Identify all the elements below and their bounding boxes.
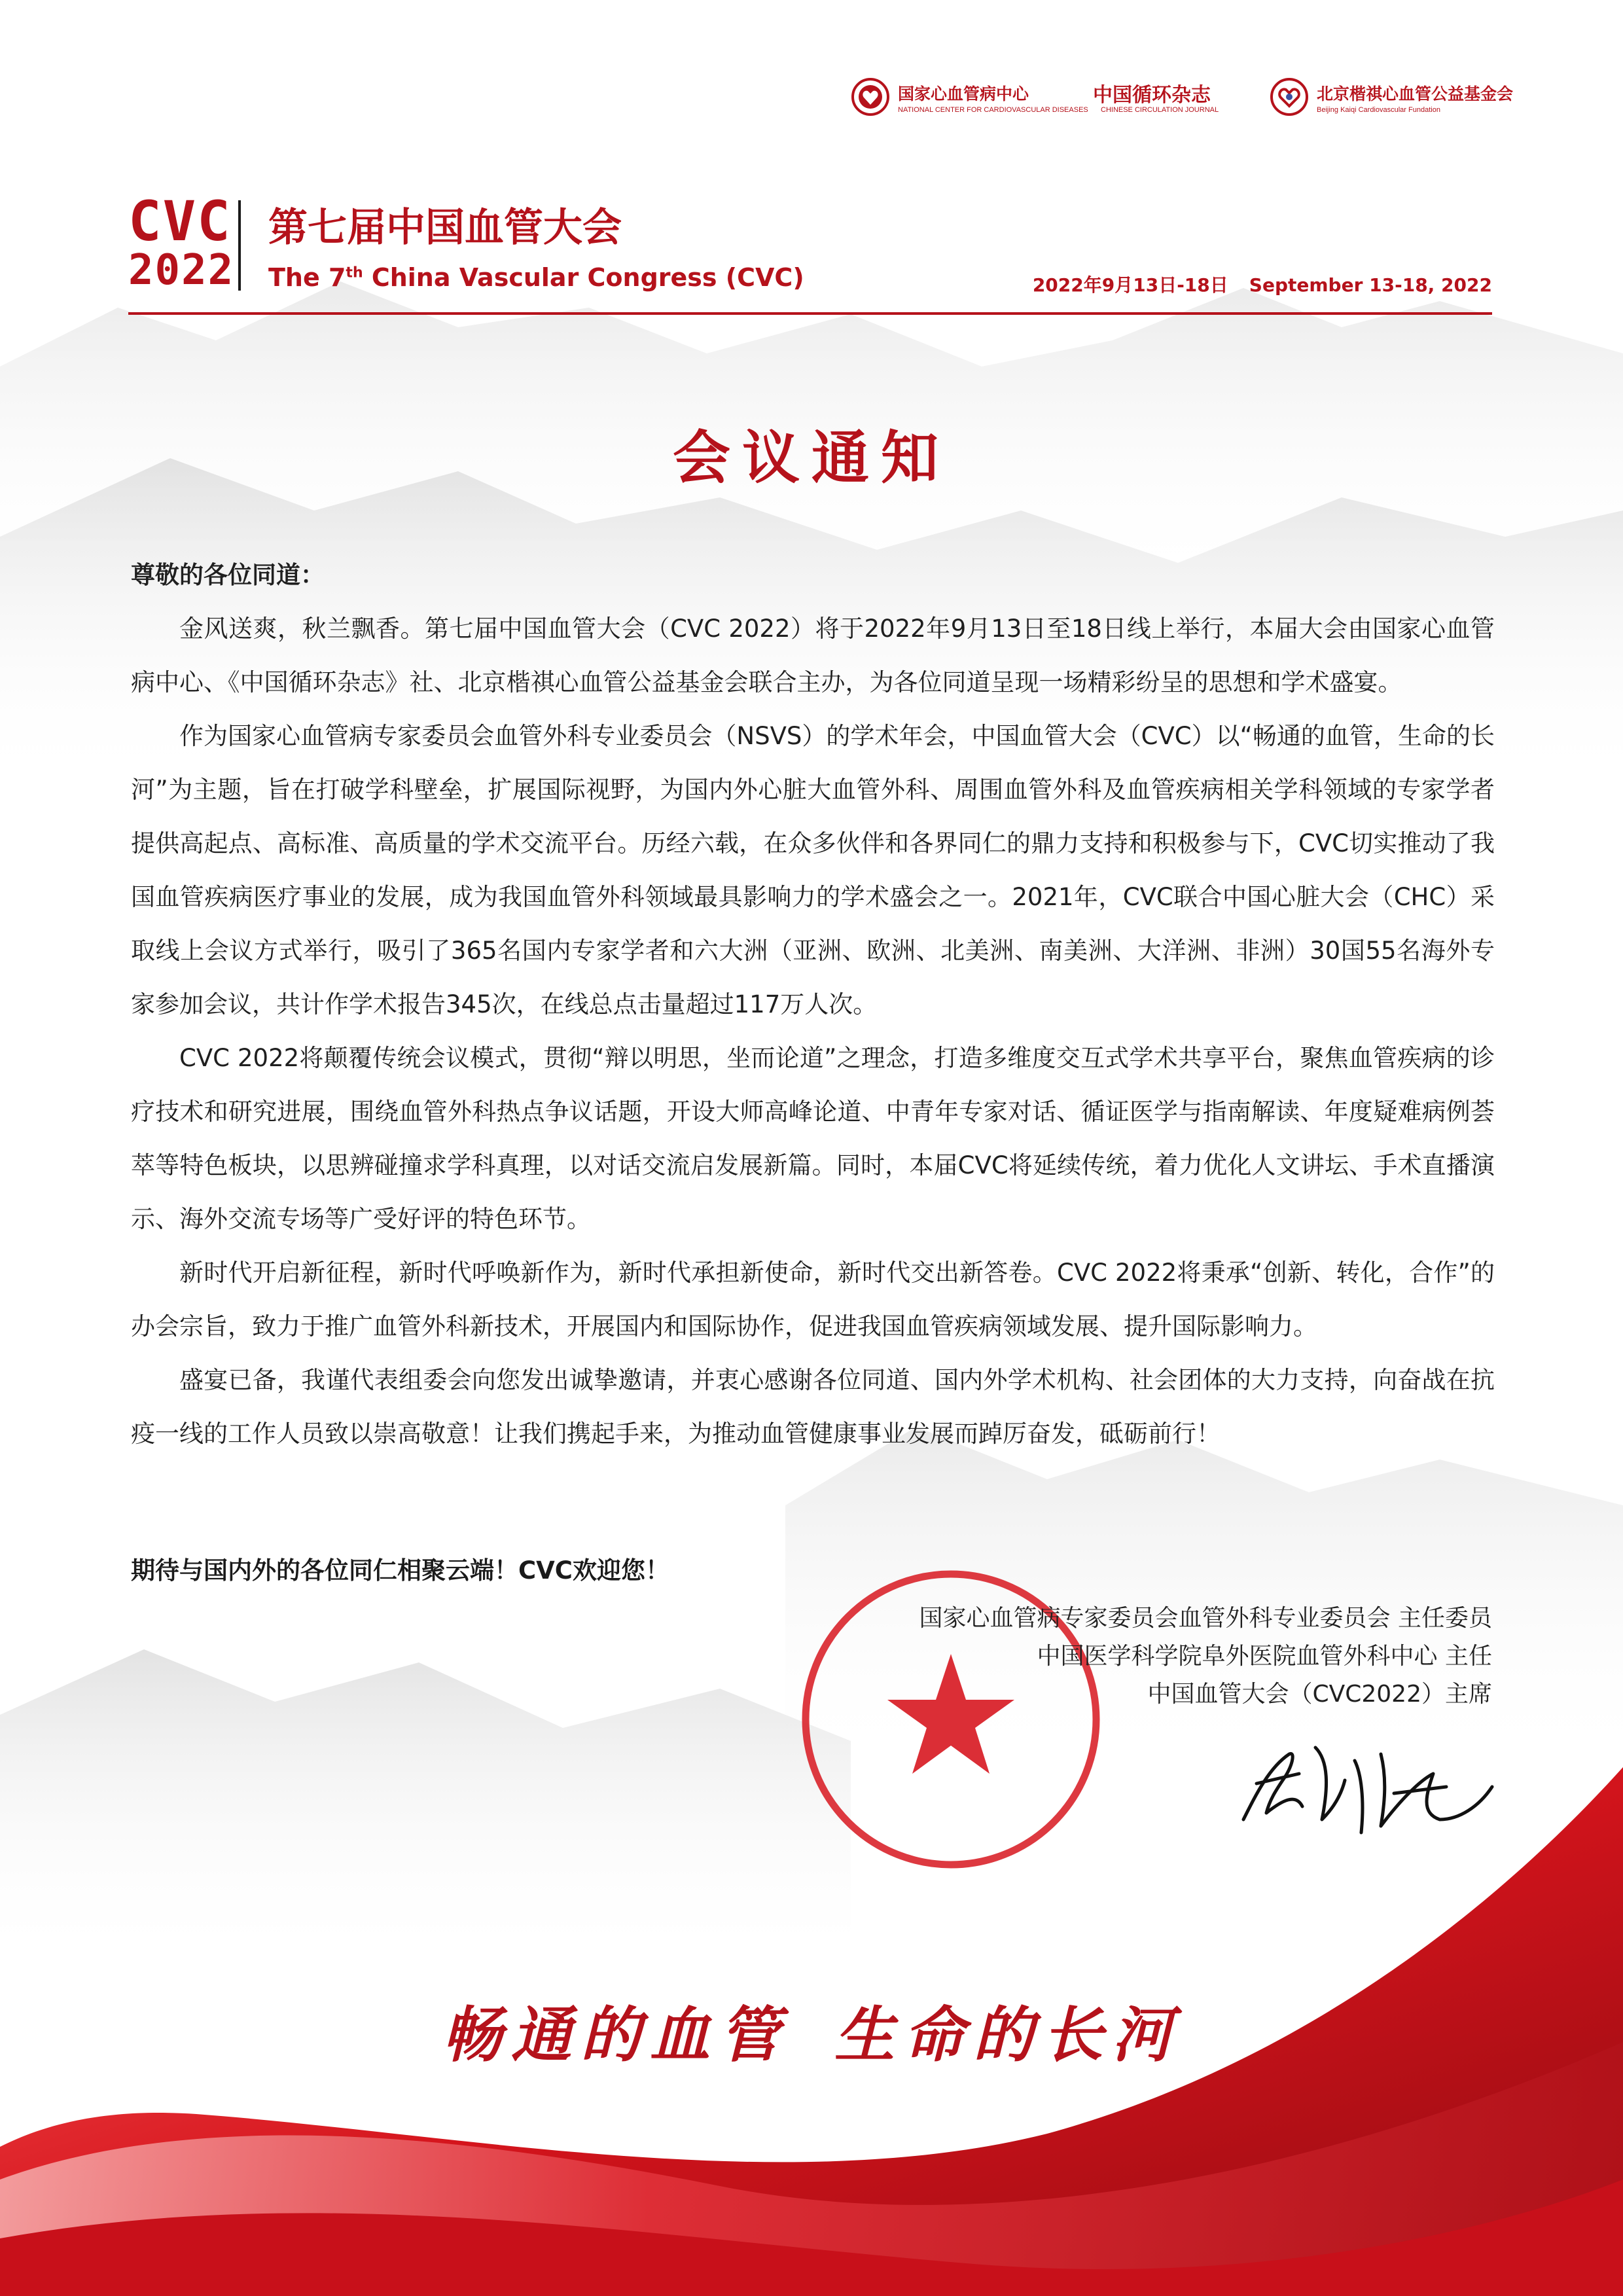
slogan: [0, 1987, 1623, 2073]
signatory-title-1: 国家心血管病专家委员会血管外科专业委员会 主任委员: [919, 1605, 1492, 1632]
partner-logo-foundation: [1270, 73, 1551, 126]
heart-ring-icon: [1270, 77, 1309, 117]
notice-title: 会议通知: [672, 424, 950, 492]
paragraph: 作为国家心血管病专家委员会血管外科专业委员会（NSVS）的学术年会，中国血管大会（CVC）以“畅通的血管，生命的长河”为主题，旨在打破学科壁垒，扩展国际视野，为国内外心脏大血管外科、周围血管外科及血管疾病相关学科领域的专家学者提供高起点、高标准、高质量的学术交流平台。历经六载，在众多伙伴和各界同仁的鼎力支持和积极参与下，CVC切实推动了我国血管疾病医疗事业的发展，成为我国血管外科领域最具影响力的学术盛会之一。2021年，CVC联合中国心脏大会（CHC）采取线上会议方式举行，吸引了365名国内专家学者和六大洲（亚洲、欧洲、北美洲、南美洲、大洋洲、非洲）30国55名海外专家参加会议，共计作学术报告345次，在线总点击量超过117万人次。: [131, 722, 1495, 1018]
date-en: September 13-18, 2022: [1249, 274, 1492, 296]
salutation: 尊敬的各位同道：: [131, 561, 325, 589]
slogan-part-2: 生命的长河: [834, 2000, 1182, 2070]
closing-line: 期待与国内外的各位同仁相聚云端！CVC欢迎您！: [131, 1556, 669, 1585]
signatory-title-3: 中国血管大会（CVC2022）主席: [1147, 1681, 1492, 1708]
partner-name: 北京楷祺心血管公益基金会: [1317, 84, 1514, 103]
header-rule: [128, 312, 1492, 315]
paragraph: CVC 2022将颠覆传统会议模式，贯彻“辩以明思，坐而论道”之理念，打造多维度交互式学术共享平台，聚焦血管疾病的诊疗技术和研究进展，围绕血管外科热点争议话题，开设大师高峰论道、中青年专家对话、循证医学与指南解读、年度疑难病例荟萃等特色板块，以思辨碰撞求学科真理，以对话交流启发展新篇。同时，本届CVC将延续传统，着力优化人文讲坛、手术直播演示、海外交流专场等广受好评的特色环节。: [131, 1044, 1495, 1233]
partner-subtitle: CHINESE CIRCULATION JOURNAL: [1101, 106, 1219, 114]
letter-body: [131, 548, 1495, 1461]
congress-title-cn: 第七届中国血管大会: [268, 205, 622, 251]
partner-name: 国家心血管病中心: [898, 84, 1029, 103]
partner-subtitle: Beijing Kaiqi Cardiovascular Fundation: [1317, 106, 1440, 114]
mountain-range-bottom: [0, 1649, 851, 1964]
partner-name: 中国循环杂志: [1093, 84, 1211, 107]
date-cn: 2022年9月13日-18日: [1032, 274, 1228, 296]
partner-logos: [851, 73, 1544, 126]
paragraph: 盛宴已备，我谨代表组委会向您发出诚挚邀请，并衷心感谢各位同道、国内外学术机构、社会团体的大力支持，向奋战在抗疫一线的工作人员致以崇高敬意！让我们携起手来，为推动血管健康事业发展而踔厉奋发，砥砺前行！: [131, 1366, 1495, 1448]
slogan-part-1: 畅通的血管: [441, 2000, 789, 2070]
partner-logo-ncc: [851, 73, 1088, 126]
handwritten-signature: [1230, 1721, 1505, 1852]
paragraph: 金风送爽，秋兰飘香。第七届中国血管大会（CVC 2022）将于2022年9月13日至18日线上举行，本届大会由国家心血管病中心、《中国循环杂志》社、北京楷祺心血管公益基金会联合主办，为各位同道呈现一场精彩纷呈的思想和学术盛宴。: [131, 615, 1495, 696]
signatory-title-2: 中国医学科学院阜外医院血管外科中心 主任: [1037, 1643, 1492, 1670]
congress-title-en: The 7th China Vascular Congress (CVC): [268, 263, 804, 292]
cvc-logo-year: 2022: [128, 246, 235, 295]
congress-dates: [1033, 271, 1492, 297]
heart-emblem-icon: [851, 77, 890, 117]
signatory-block: [919, 1600, 1492, 1713]
cvc-logo-text: CVC: [128, 189, 232, 253]
partner-subtitle: NATIONAL CENTER FOR CARDIOVASCULAR DISEASES: [898, 106, 1088, 114]
paragraph: 新时代开启新征程，新时代呼唤新作为，新时代承担新使命，新时代交出新答卷。CVC 2022将秉承“创新、转化，合作”的办会宗旨，致力于推广血管外科新技术，开展国内和国际协作，促进我国血管疾病领域发展、提升国际影响力。: [131, 1259, 1495, 1340]
partner-logo-journal: [1093, 73, 1243, 126]
header-divider: [238, 200, 241, 291]
